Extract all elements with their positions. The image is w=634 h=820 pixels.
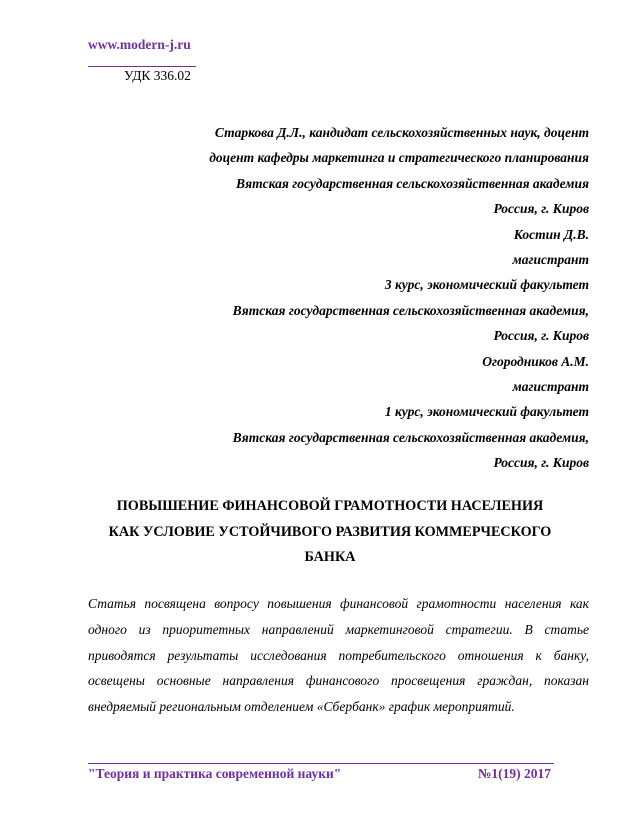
title-line: КАК УСЛОВИЕ УСТОЙЧИВОГО РАЗВИТИЯ КОММЕРЧЕСКОГО xyxy=(108,523,552,540)
author-line: Россия, г. Киров xyxy=(493,201,589,217)
footer-journal-title: "Теория и практика современной науки" xyxy=(88,766,342,781)
author-line: Вятская государственная сельскохозяйственная академия xyxy=(236,175,589,191)
abstract-line: одного из приоритетных направлений маркетинговой стратегии. В статье xyxy=(88,621,589,637)
abstract xyxy=(88,591,589,720)
abstract-line: освещены основные направления финансового просвещения граждан, показан xyxy=(88,673,589,689)
site-underline xyxy=(88,66,196,67)
author-line: Костин Д.В. xyxy=(513,226,589,242)
title-line: ПОВЫШЕНИЕ ФИНАНСОВОЙ ГРАМОТНОСТИ НАСЕЛЕНИЯ xyxy=(116,498,544,514)
title-line: БАНКА xyxy=(304,549,356,565)
author-line: магистрант xyxy=(512,252,589,268)
author-line: Огородников А.М. xyxy=(482,353,589,369)
author-line: Россия, г. Киров xyxy=(493,455,589,471)
udk-code: УДК 336.02 xyxy=(124,68,191,83)
author-line: Вятская государственная сельскохозяйственная академия, xyxy=(232,429,589,445)
author-line: 1 курс, экономический факультет xyxy=(384,404,589,420)
author-line: магистрант xyxy=(512,379,589,395)
author-line: Россия, г. Киров xyxy=(493,328,589,344)
abstract-line: Статья посвящена вопросу повышения финансовой грамотности населения как xyxy=(88,596,589,611)
article-title xyxy=(60,494,600,571)
author-line: доцент кафедры маркетинга и стратегического планирования xyxy=(209,150,589,166)
footer-issue-number: №1(19) 2017 xyxy=(477,766,551,781)
author-block xyxy=(60,120,589,476)
author-line: Вятская государственная сельскохозяйственная академия, xyxy=(232,302,589,318)
abstract-line: приводятся результаты исследования потребительского отношения к банку, xyxy=(88,647,589,663)
author-line: 3 курс, экономический факультет xyxy=(384,277,589,293)
author-line: Старкова Д.Л., кандидат сельскохозяйственных наук, доцент xyxy=(214,125,589,140)
footer-divider xyxy=(88,763,554,764)
site-link[interactable]: www.modern-j.ru xyxy=(88,37,191,52)
abstract-line: внедряемый региональным отделением «Сбербанк» график мероприятий. xyxy=(88,699,515,715)
